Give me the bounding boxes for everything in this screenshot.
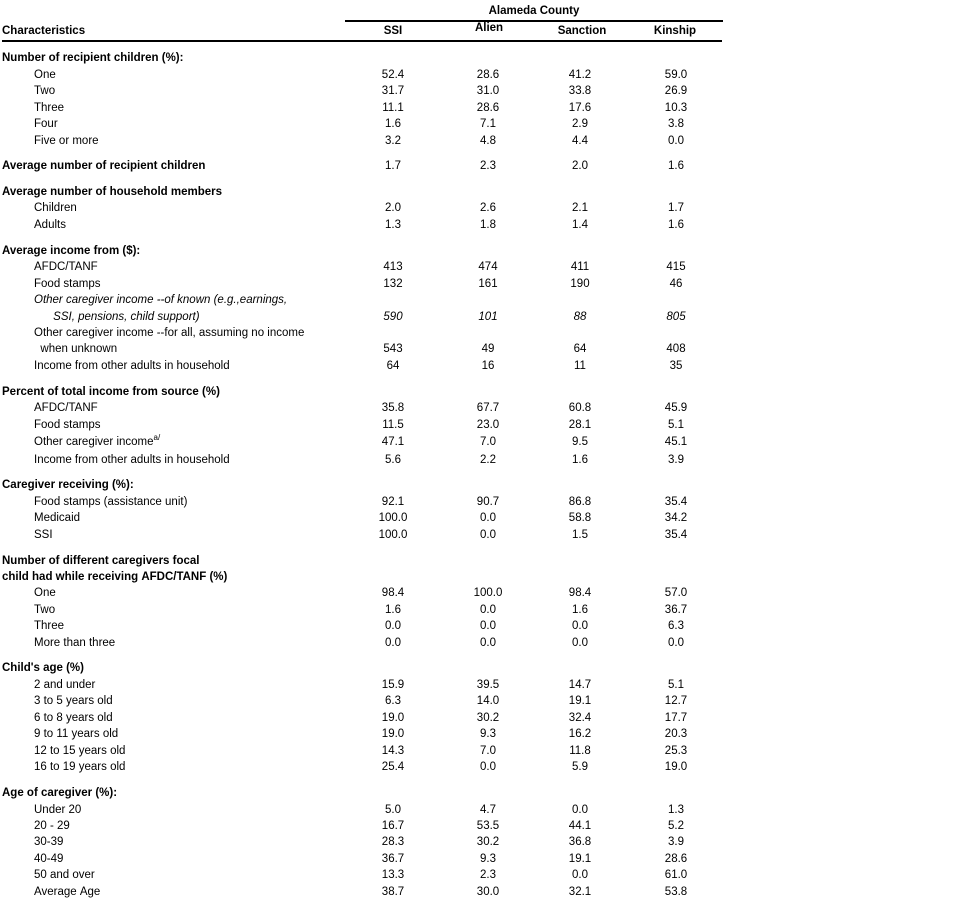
- cell-kinship: 45.1: [664, 436, 688, 448]
- table-row: [2, 452, 724, 468]
- cell-ssi: 11.1: [382, 102, 404, 114]
- table-row: [2, 200, 724, 216]
- cell-ssi: 132: [383, 278, 403, 290]
- row-label: Food stamps: [34, 419, 101, 431]
- cell-sanction: 14.7: [568, 679, 592, 691]
- table-row: [2, 710, 724, 726]
- section-header-row: [2, 50, 724, 66]
- column-header-ssi: SSI: [383, 25, 403, 37]
- cell-kinship: 5.1: [668, 679, 684, 691]
- row-label: Four: [34, 118, 58, 130]
- cell-alien: 23.0: [476, 419, 500, 431]
- cell-alien: 1.8: [480, 219, 496, 231]
- cell-alien: 9.3: [480, 728, 496, 740]
- cell-ssi: 1.6: [385, 604, 401, 616]
- table-row: [2, 602, 724, 618]
- cell-kinship: 35.4: [664, 529, 688, 541]
- cell-ssi: 3.2: [385, 135, 401, 147]
- row-label: One: [34, 69, 56, 81]
- table-row: [2, 434, 724, 450]
- section-header-row: [2, 785, 724, 801]
- cell-kinship: 3.8: [668, 118, 684, 130]
- cell-alien: 474: [478, 261, 498, 273]
- cell-ssi: 64: [386, 360, 400, 372]
- cell-kinship: 415: [666, 261, 686, 273]
- table-row: [2, 510, 724, 526]
- row-label: Average number of recipient children: [2, 160, 206, 172]
- section-header-row: [2, 184, 724, 200]
- cell-kinship: 0.0: [668, 637, 684, 649]
- cell-alien: 4.7: [480, 804, 496, 816]
- cell-ssi: 590: [383, 311, 403, 323]
- row-label: Average Age: [34, 886, 101, 898]
- cell-alien: 31.0: [476, 85, 500, 97]
- cell-alien: 0.0: [480, 604, 496, 616]
- table-row: [2, 400, 724, 416]
- row-label: child had while receiving AFDC/TANF (%): [2, 571, 228, 583]
- table-row: [2, 67, 724, 83]
- cell-sanction: 0.0: [572, 637, 588, 649]
- cell-ssi: 36.7: [381, 853, 405, 865]
- cell-kinship: 0.0: [668, 135, 684, 147]
- cell-sanction: 44.1: [568, 820, 592, 832]
- cell-alien: 30.0: [476, 886, 500, 898]
- cell-ssi: 28.3: [381, 836, 405, 848]
- table-row: [2, 802, 724, 818]
- section-header-row: [2, 553, 724, 569]
- row-label: SSI: [34, 529, 53, 541]
- cell-ssi: 98.4: [381, 587, 405, 599]
- row-label: Food stamps (assistance unit): [34, 496, 188, 508]
- cell-sanction: 16.2: [568, 728, 592, 740]
- cell-ssi: 1.6: [385, 118, 401, 130]
- cell-alien: 2.2: [480, 454, 496, 466]
- table-row: [2, 292, 724, 308]
- cell-sanction: 1.5: [572, 529, 588, 541]
- section-header-row: [2, 158, 724, 174]
- row-label: 6 to 8 years old: [34, 712, 113, 724]
- cell-ssi: 25.4: [381, 761, 405, 773]
- cell-ssi: 1.3: [385, 219, 401, 231]
- cell-ssi: 543: [383, 343, 403, 355]
- cell-alien: 49: [481, 343, 495, 355]
- table-row: [2, 341, 724, 357]
- cell-kinship: 19.0: [664, 761, 688, 773]
- row-label: Other caregiver income --for all, assuming no income: [34, 327, 305, 339]
- cell-sanction: 0.0: [572, 869, 588, 881]
- table-row: [2, 417, 724, 433]
- cell-kinship: 1.7: [668, 202, 684, 214]
- column-header-characteristics: Characteristics: [2, 25, 86, 37]
- cell-sanction: 5.9: [572, 761, 588, 773]
- cell-alien: 53.5: [476, 820, 500, 832]
- cell-kinship: 61.0: [664, 869, 688, 881]
- cell-alien: 7.0: [480, 745, 496, 757]
- row-label: Percent of total income from source (%): [2, 386, 220, 398]
- section-header-row: [2, 660, 724, 676]
- row-label: SSI, pensions, child support): [34, 311, 200, 323]
- cell-alien: 101: [478, 311, 498, 323]
- table-row: [2, 743, 724, 759]
- section-header-row: [2, 384, 724, 400]
- row-label: Three: [34, 620, 65, 632]
- row-label: Caregiver receiving (%):: [2, 479, 134, 491]
- cell-kinship: 10.3: [664, 102, 688, 114]
- footnote-marker: a/: [153, 433, 161, 442]
- cell-alien: 0.0: [480, 529, 496, 541]
- cell-sanction: 28.1: [568, 419, 592, 431]
- cell-kinship: 6.3: [668, 620, 684, 632]
- table-row: [2, 693, 724, 709]
- cell-kinship: 20.3: [664, 728, 688, 740]
- cell-alien: 161: [478, 278, 498, 290]
- table-row: [2, 494, 724, 510]
- cell-ssi: 100.0: [378, 529, 408, 541]
- row-label: 2 and under: [34, 679, 96, 691]
- cell-ssi: 11.5: [382, 419, 404, 431]
- cell-kinship: 1.6: [668, 160, 684, 172]
- cell-kinship: 805: [666, 311, 686, 323]
- cell-sanction: 60.8: [568, 402, 592, 414]
- cell-sanction: 411: [570, 261, 590, 273]
- table-row: [2, 276, 724, 292]
- cell-sanction: 58.8: [568, 512, 592, 524]
- row-label: 9 to 11 years old: [34, 728, 119, 740]
- cell-alien: 7.1: [480, 118, 496, 130]
- cell-kinship: 3.9: [668, 836, 684, 848]
- group-header-alameda-county: Alameda County: [345, 4, 723, 22]
- cell-sanction: 88: [573, 311, 587, 323]
- row-label: Three: [34, 102, 65, 114]
- row-label: Average number of household members: [2, 186, 223, 198]
- row-label: Number of different caregivers focal: [2, 555, 200, 567]
- row-label: One: [34, 587, 56, 599]
- table-row: [2, 759, 724, 775]
- cell-ssi: 5.0: [385, 804, 401, 816]
- cell-kinship: 25.3: [664, 745, 688, 757]
- cell-alien: 0.0: [480, 761, 496, 773]
- table-row: [2, 834, 724, 850]
- cell-ssi: 92.1: [381, 496, 405, 508]
- cell-alien: 2.3: [480, 160, 496, 172]
- cell-kinship: 26.9: [664, 85, 688, 97]
- cell-alien: 0.0: [480, 637, 496, 649]
- cell-sanction: 19.1: [568, 695, 592, 707]
- cell-sanction: 1.4: [572, 219, 588, 231]
- cell-kinship: 36.7: [664, 604, 688, 616]
- cell-sanction: 0.0: [572, 804, 588, 816]
- table-row: [2, 867, 724, 883]
- cell-ssi: 0.0: [385, 637, 401, 649]
- row-label: Adults: [34, 219, 66, 231]
- table-row: [2, 358, 724, 374]
- cell-ssi: 19.0: [381, 728, 405, 740]
- row-label: 16 to 19 years old: [34, 761, 126, 773]
- cell-ssi: 52.4: [381, 69, 405, 81]
- row-label: Under 20: [34, 804, 82, 816]
- cell-sanction: 1.6: [572, 604, 588, 616]
- column-header-row: [2, 24, 722, 42]
- row-label: Medicaid: [34, 512, 81, 524]
- table-row: [2, 884, 724, 900]
- table-row: [2, 83, 724, 99]
- table-row: [2, 100, 724, 116]
- column-header-kinship: Kinship: [653, 25, 697, 37]
- cell-sanction: 36.8: [568, 836, 592, 848]
- cell-alien: 7.0: [480, 436, 496, 448]
- cell-alien: 90.7: [476, 496, 500, 508]
- row-label: 30-39: [34, 836, 64, 848]
- cell-alien: 28.6: [476, 102, 500, 114]
- table-row: [2, 851, 724, 867]
- cell-alien: 14.0: [476, 695, 500, 707]
- cell-sanction: 190: [570, 278, 590, 290]
- table-row: [2, 325, 724, 341]
- cell-ssi: 1.7: [385, 160, 401, 172]
- row-label: Five or more: [34, 135, 99, 147]
- table-row: [2, 259, 724, 275]
- cell-sanction: 1.6: [572, 454, 588, 466]
- cell-alien: 9.3: [480, 853, 496, 865]
- cell-sanction: 0.0: [572, 620, 588, 632]
- cell-ssi: 38.7: [381, 886, 405, 898]
- cell-kinship: 35.4: [664, 496, 688, 508]
- cell-sanction: 17.6: [568, 102, 592, 114]
- cell-alien: 0.0: [480, 512, 496, 524]
- row-label: AFDC/TANF: [34, 402, 98, 414]
- cell-sanction: 4.4: [572, 135, 588, 147]
- cell-alien: 30.2: [476, 836, 500, 848]
- cell-ssi: 13.3: [381, 869, 405, 881]
- cell-sanction: 33.8: [568, 85, 592, 97]
- section-header-row: [2, 569, 724, 585]
- column-header-alien: Alien: [474, 22, 504, 34]
- row-label: Average income from ($):: [2, 245, 141, 257]
- row-label: Other caregiver income$^{a/}$: [34, 433, 161, 448]
- row-label: 40-49: [34, 853, 64, 865]
- table-row: [2, 618, 724, 634]
- cell-sanction: 2.1: [572, 202, 588, 214]
- cell-ssi: 413: [383, 261, 403, 273]
- cell-alien: 2.6: [480, 202, 496, 214]
- cell-kinship: 1.3: [668, 804, 684, 816]
- row-label: Food stamps: [34, 278, 101, 290]
- cell-kinship: 57.0: [664, 587, 688, 599]
- table-row: [2, 585, 724, 601]
- cell-kinship: 53.8: [664, 886, 688, 898]
- cell-sanction: 19.1: [568, 853, 592, 865]
- row-label: 12 to 15 years old: [34, 745, 126, 757]
- row-label: Children: [34, 202, 77, 214]
- cell-alien: 16: [481, 360, 495, 372]
- table-row: [2, 677, 724, 693]
- cell-ssi: 100.0: [378, 512, 408, 524]
- cell-kinship: 17.7: [664, 712, 688, 724]
- cell-kinship: 12.7: [664, 695, 688, 707]
- cell-ssi: 47.1: [381, 436, 405, 448]
- cell-alien: 0.0: [480, 620, 496, 632]
- cell-sanction: 32.1: [568, 886, 592, 898]
- cell-alien: 2.3: [480, 869, 496, 881]
- cell-sanction: 2.9: [572, 118, 588, 130]
- row-label: AFDC/TANF: [34, 261, 98, 273]
- cell-ssi: 31.7: [381, 85, 405, 97]
- row-label: Income from other adults in household: [34, 360, 230, 372]
- table-row: [2, 635, 724, 651]
- row-label: 50 and over: [34, 869, 95, 881]
- cell-ssi: 35.8: [381, 402, 405, 414]
- table-row: [2, 217, 724, 233]
- cell-ssi: 6.3: [385, 695, 401, 707]
- cell-kinship: 46: [669, 278, 683, 290]
- row-label: More than three: [34, 637, 116, 649]
- cell-ssi: 16.7: [381, 820, 405, 832]
- cell-ssi: 0.0: [385, 620, 401, 632]
- cell-kinship: 5.1: [668, 419, 684, 431]
- table-row: [2, 309, 724, 325]
- row-label: when unknown: [34, 343, 118, 355]
- cell-sanction: 98.4: [568, 587, 592, 599]
- cell-sanction: 11.8: [569, 745, 591, 757]
- cell-ssi: 2.0: [385, 202, 401, 214]
- cell-sanction: 9.5: [572, 436, 588, 448]
- cell-alien: 28.6: [476, 69, 500, 81]
- table-row: [2, 818, 724, 834]
- row-label: Income from other adults in household: [34, 454, 230, 466]
- row-label: Child's age (%): [2, 662, 84, 674]
- cell-kinship: 28.6: [664, 853, 688, 865]
- cell-kinship: 45.9: [664, 402, 688, 414]
- row-label: 3 to 5 years old: [34, 695, 113, 707]
- table-row: [2, 527, 724, 543]
- cell-sanction: 41.2: [568, 69, 592, 81]
- row-label: Number of recipient children (%):: [2, 52, 184, 64]
- row-label: 20 - 29: [34, 820, 70, 832]
- cell-kinship: 3.9: [668, 454, 684, 466]
- table-row: [2, 116, 724, 132]
- row-label: Two: [34, 85, 56, 97]
- cell-kinship: 34.2: [664, 512, 688, 524]
- row-label: Two: [34, 604, 56, 616]
- cell-ssi: 19.0: [381, 712, 405, 724]
- row-label: Other caregiver income --of known (e.g.,earnings,: [34, 294, 288, 306]
- cell-sanction: 86.8: [568, 496, 592, 508]
- cell-sanction: 2.0: [572, 160, 588, 172]
- cell-alien: 100.0: [473, 587, 503, 599]
- cell-ssi: 15.9: [381, 679, 405, 691]
- cell-ssi: 5.6: [385, 454, 401, 466]
- cell-sanction: 64: [573, 343, 587, 355]
- cell-alien: 67.7: [476, 402, 500, 414]
- cell-sanction: 11: [574, 360, 586, 372]
- row-label: Age of caregiver (%):: [2, 787, 118, 799]
- cell-alien: 30.2: [476, 712, 500, 724]
- cell-kinship: 5.2: [668, 820, 684, 832]
- section-header-row: [2, 243, 724, 259]
- section-header-row: [2, 477, 724, 493]
- table-row: [2, 726, 724, 742]
- cell-kinship: 35: [669, 360, 683, 372]
- cell-sanction: 32.4: [568, 712, 592, 724]
- cell-alien: 39.5: [476, 679, 500, 691]
- column-header-sanction: Sanction: [557, 25, 607, 37]
- cell-kinship: 1.6: [668, 219, 684, 231]
- cell-ssi: 14.3: [381, 745, 405, 757]
- cell-kinship: 59.0: [664, 69, 688, 81]
- cell-kinship: 408: [666, 343, 686, 355]
- cell-alien: 4.8: [480, 135, 496, 147]
- table-row: [2, 133, 724, 149]
